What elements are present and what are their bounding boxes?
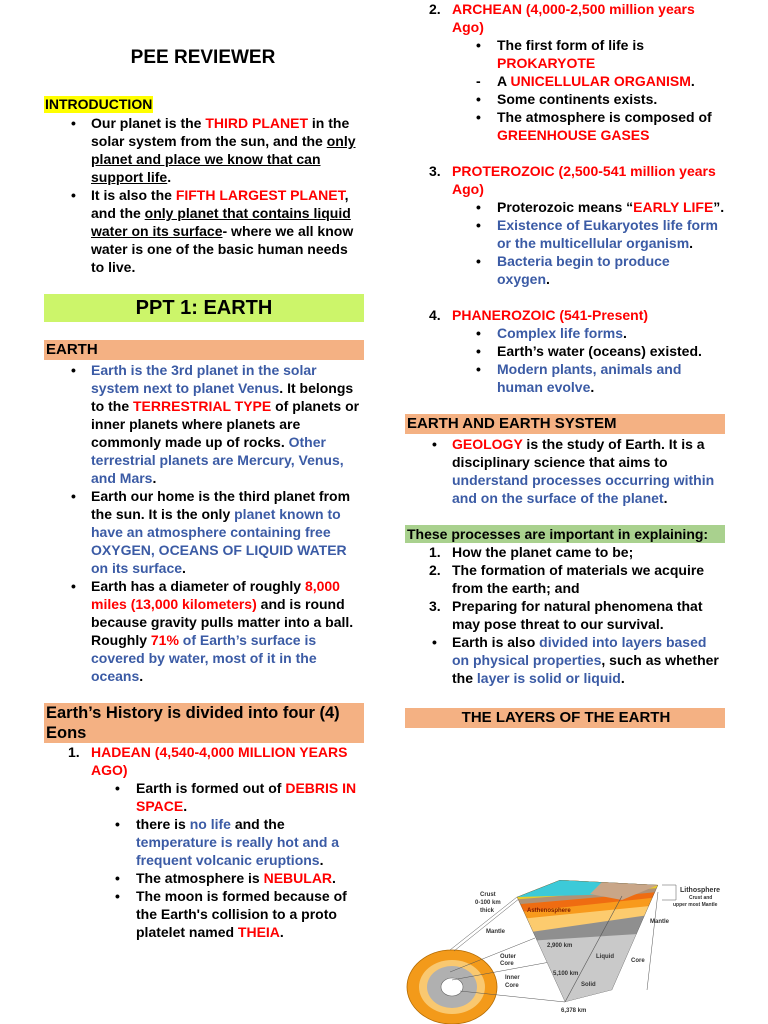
text-run: there is (136, 816, 190, 832)
text-run: TERRESTRIAL TYPE (133, 398, 272, 414)
text-run: ARCHEAN (4,000-2,500 million years Ago) (452, 1, 695, 35)
label-lithosphere: Lithosphere (680, 887, 721, 894)
label-core-right: Core (631, 958, 645, 964)
sub-list-item (405, 72, 725, 90)
label-outer: Outer (500, 954, 517, 960)
section-heading: EARTH AND EARTH SYSTEM (405, 414, 725, 434)
item-number: 3. (429, 163, 441, 179)
text-run: EARLY LIFE (633, 199, 714, 215)
text-run: . (332, 870, 336, 886)
bullet-marker: • (71, 187, 76, 203)
text-run: Complex life forms (497, 325, 624, 341)
bullet-marker: - (476, 73, 481, 89)
text-run: and is round because gravity pulls matter into a ball. Roughly (91, 596, 354, 648)
numbered-item (405, 561, 725, 597)
text-run: Bacteria begin to produce oxygen (497, 253, 670, 287)
label-mantle-left: Mantle (486, 929, 506, 935)
text-run: HADEAN (4,540-4,000 MILLION YEARS AGO) (91, 744, 348, 778)
text-run: THIRD PLANET (205, 115, 309, 131)
numbered-item (405, 543, 725, 561)
numbered-item (405, 0, 725, 36)
sub-list-item (405, 324, 725, 342)
bullet-marker: • (71, 488, 76, 504)
right-column (405, 0, 725, 729)
text-run: . (690, 73, 695, 89)
sub-list-item (405, 198, 725, 216)
text-run: . (152, 470, 157, 486)
bullet-marker: • (476, 343, 481, 359)
text-run: NEBULAR (263, 870, 333, 886)
label-6378km: 6,378 km (561, 1008, 587, 1014)
section-label (44, 95, 364, 113)
text-run: planet known to have an atmosphere containing free OXYGEN, OCEANS OF LIQUID WATER on its surface (91, 506, 347, 576)
text-run: GREENHOUSE GASES (497, 127, 650, 143)
bullet-marker: • (476, 37, 481, 53)
sub-list-item (405, 36, 725, 72)
text-run: FIFTH LARGEST PLANET (175, 187, 345, 203)
sub-list-item (405, 108, 725, 144)
label-inner-core: Core (505, 983, 519, 989)
text-run: . (590, 379, 595, 395)
text-run: A (497, 73, 511, 89)
list-item (44, 577, 364, 685)
bullet-list (405, 633, 725, 687)
list-item (44, 361, 364, 487)
text-run: Preparing for natural phenomena that may pose threat to our survival. (452, 598, 703, 632)
text-run: It is also the (91, 187, 176, 203)
list-item (44, 186, 364, 276)
text-run: . (689, 235, 694, 251)
text-run: . (182, 560, 186, 576)
text-run: Earth is also (452, 634, 540, 650)
text-run: Some continents exists. (497, 91, 658, 107)
numbered-list (44, 743, 364, 941)
numbered-item (405, 597, 725, 633)
sub-list-item (405, 342, 725, 360)
text-run: The moon is formed because of the Earth's collision to a proto platelet named (136, 888, 347, 940)
section-heading: EARTH (44, 340, 364, 360)
bullet-marker: • (71, 578, 76, 594)
text-run: . (279, 924, 284, 940)
bullet-marker: • (432, 436, 437, 452)
text-run: layer is solid or liquid (476, 670, 621, 686)
text-run: . (183, 798, 188, 814)
text-run: 8,000 miles (13,000 kilometers) (91, 578, 340, 612)
text-run: . (546, 271, 550, 287)
bullet-marker: • (476, 109, 481, 125)
text-run: UNICELLULAR ORGANISM (510, 73, 691, 89)
sub-list-item (405, 90, 725, 108)
text-run: Earth has a diameter of roughly (91, 578, 305, 594)
sub-list-item (405, 360, 725, 396)
text-run: THEIA (237, 924, 280, 940)
text-run: , such as whether the (452, 652, 719, 686)
text-run: , and the (91, 187, 349, 221)
text-run: How the planet came to be; (452, 544, 634, 560)
text-run: The formation of materials we acquire from the earth; and (452, 562, 705, 596)
item-number: 4. (429, 307, 441, 323)
list-item (44, 487, 364, 577)
text-run: Earth’s water (oceans) existed. (497, 343, 702, 359)
sub-list-item (405, 252, 725, 288)
text-run: no life (189, 816, 231, 832)
left-column (44, 0, 364, 941)
sub-list-item (44, 815, 364, 869)
text-run: The atmosphere is (136, 870, 264, 886)
label-mantle-right: Mantle (650, 919, 670, 925)
bullet-list (44, 361, 364, 685)
text-run: Modern plants, animals and human evolve (497, 361, 682, 395)
numbered-item (405, 306, 725, 324)
section-banner: PPT 1: EARTH (44, 294, 364, 322)
bullet-marker: • (115, 888, 120, 904)
text-run: Earth is the 3rd planet in the solar system next to planet Venus (91, 362, 317, 396)
label-liquid: Liquid (596, 954, 614, 960)
label-asthenosphere: Asthenosphere (527, 908, 571, 914)
sub-list-item (405, 216, 725, 252)
bullet-marker: • (71, 362, 76, 378)
bullet-marker: • (476, 253, 481, 269)
section-label-text: INTRODUCTION (45, 96, 153, 112)
numbered-item (44, 743, 364, 779)
item-number: 1. (68, 744, 80, 760)
item-number: 2. (429, 1, 441, 17)
bullet-list (44, 114, 364, 276)
section-heading: Earth’s History is divided into four (4) Eons (44, 703, 364, 743)
list-item (44, 114, 364, 186)
text-run: Earth is formed out of (136, 780, 286, 796)
page-title: PEE REVIEWER (130, 47, 276, 68)
text-run: Earth our home is the third planet from the sun. It is the only (91, 488, 351, 522)
text-run: ”. (713, 199, 725, 215)
label-crust: Crust (480, 892, 496, 898)
text-run: understand processes occurring within and on the surface of the planet (452, 472, 715, 506)
sub-list-item (44, 779, 364, 815)
numbered-item (405, 162, 725, 198)
label-crust-and: Crust and (689, 895, 713, 901)
text-run: only planet that contains liquid water on its surface (91, 205, 351, 239)
bullet-marker: • (476, 217, 481, 233)
list-item (405, 435, 725, 507)
text-run: and the (230, 816, 285, 832)
text-run: . (663, 490, 668, 506)
text-run: is the study of Earth. It is a disciplinary science that aims to (452, 436, 705, 470)
bullet-marker: • (432, 634, 437, 650)
text-run: . (139, 668, 144, 684)
earth-layers-diagram (400, 860, 768, 1024)
text-run: The atmosphere is composed of (497, 109, 712, 125)
label-5100km: 5,100 km (553, 971, 579, 977)
text-run: Proterozoic means “ (497, 199, 634, 215)
label-crust-thick: thick (480, 908, 495, 914)
text-run: Existence of Eukaryotes life form or the multicellular organism (497, 217, 718, 251)
text-run: only planet and place we know that can support life (91, 133, 356, 185)
text-run: Our planet is the (91, 115, 206, 131)
item-number: 2. (429, 562, 441, 578)
text-run: . (167, 169, 172, 185)
bullet-marker: • (115, 870, 120, 886)
bullet-list (405, 435, 725, 507)
bullet-marker: • (71, 115, 76, 131)
text-run: GEOLOGY (452, 436, 523, 452)
item-number: 1. (429, 544, 441, 560)
text-run: Other terrestrial planets are Mercury, Venus, and Mars (91, 434, 344, 486)
bullet-marker: • (476, 199, 481, 215)
numbered-list (405, 0, 725, 396)
text-run: of planets or inner planets where planets are commonly made up of rocks. (91, 398, 360, 450)
label-solid: Solid (581, 982, 596, 988)
text-run: PHANEROZOIC (541-Present) (452, 307, 649, 323)
sub-list-item (44, 869, 364, 887)
label-upper-mantle: upper most Mantle (673, 902, 718, 908)
text-run: . (319, 852, 324, 868)
text-run: The first form of life is (497, 37, 645, 53)
item-number: 3. (429, 598, 441, 614)
list-item (405, 633, 725, 687)
label-inner: Inner (505, 975, 520, 981)
text-run: in the solar system from the sun, and the (91, 115, 350, 149)
text-run: PROTEROZOIC (2,500-541 million years Ago) (452, 163, 716, 197)
bullet-marker: • (476, 361, 481, 377)
text-run: temperature is really hot and a frequent volcanic eruptions (136, 834, 340, 868)
text-run: PROKARYOTE (497, 55, 596, 71)
bullet-marker: • (476, 325, 481, 341)
numbered-list (405, 543, 725, 633)
text-run: . (620, 670, 625, 686)
text-run: . (623, 325, 627, 341)
highlighted-note: These processes are important in explaining: (405, 525, 725, 543)
bullet-marker: • (115, 816, 120, 832)
text-run: DEBRIS IN SPACE (136, 780, 357, 814)
text-run: 71% (150, 632, 179, 648)
text-run: divided into layers based on physical properties (452, 634, 707, 668)
text-run: - where we all know water is one of the basic human needs to live. (91, 223, 354, 275)
bullet-marker: • (476, 91, 481, 107)
sub-list-item (44, 887, 364, 941)
text-run: . It belongs to the (91, 380, 354, 414)
label-outer-core: Core (500, 961, 514, 967)
text-run: of Earth’s surface is covered by water, most of it in the oceans (91, 632, 317, 684)
section-heading: THE LAYERS OF THE EARTH (405, 708, 725, 728)
bullet-marker: • (115, 780, 120, 796)
label-2900km: 2,900 km (547, 943, 573, 949)
label-crust-depth: 0-100 km (475, 900, 501, 906)
earth-cross-section-circle (407, 950, 497, 1024)
